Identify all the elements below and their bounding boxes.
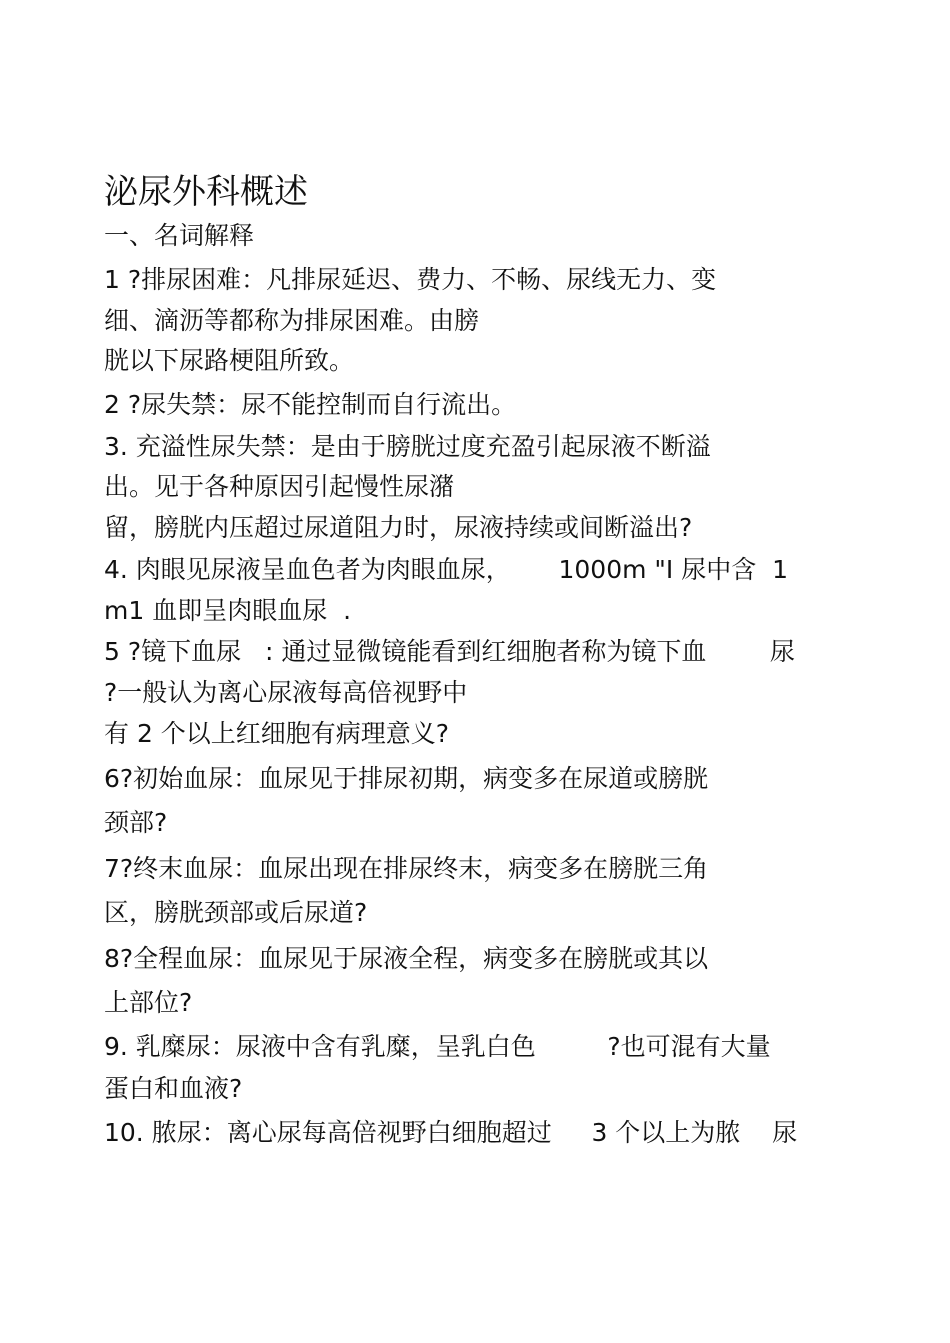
text-line-6: 出。见于各种原因引起慢性尿潴 (104, 472, 455, 501)
text-line-14: 颈部? (104, 808, 168, 837)
text-line-8: 4. 肉眼见尿液呈血色者为肉眼血尿， 1000m "I 尿中含 1 (104, 555, 789, 584)
text-line-19: 9. 乳糜尿：尿液中含有乳糜，呈乳白色 ?也可混有大量 (104, 1032, 771, 1061)
text-line-11: ?一般认为离心尿液每高倍视野中 (104, 678, 468, 707)
text-line-16: 区，膀胱颈部或后尿道? (104, 898, 368, 927)
text-line-17: 8?全程血尿：血尿见于尿液全程，病变多在膀胱或其以 (104, 944, 709, 973)
text-line-20: 蛋白和血液? (104, 1074, 243, 1103)
section-heading: 一、名词解释 (104, 221, 255, 250)
text-line-3: 胱以下尿路梗阻所致。 (104, 346, 355, 375)
text-line-7: 留，膀胱内压超过尿道阻力时，尿液持续或间断溢出? (104, 513, 693, 542)
text-line-12: 有 2 个以上红细胞有病理意义? (104, 719, 450, 748)
text-line-21: 10. 脓尿：离心尿每高倍视野白细胞超过 3 个以上为脓 尿 (104, 1118, 798, 1147)
text-line-2: 细、滴沥等都称为排尿困难。由膀 (104, 306, 480, 335)
text-line-9: m1 血即呈肉眼血尿 . (104, 596, 352, 625)
text-line-18: 上部位? (104, 988, 193, 1017)
text-line-1: 1 ?排尿困难：凡排尿延迟、费力、不畅、尿线无力、变 (104, 265, 717, 294)
text-line-4: 2 ?尿失禁：尿不能控制而自行流出。 (104, 390, 517, 419)
page-title: 泌尿外科概述 (104, 172, 308, 212)
text-line-15: 7?终末血尿：血尿出现在排尿终末，病变多在膀胱三角 (104, 854, 709, 883)
text-line-13: 6?初始血尿：血尿见于排尿初期，病变多在尿道或膀胱 (104, 764, 709, 793)
text-line-10: 5 ?镜下血尿 : 通过显微镜能看到红细胞者称为镜下血 尿 (104, 637, 795, 666)
text-line-5: 3. 充溢性尿失禁：是由于膀胱过度充盈引起尿液不断溢 (104, 432, 711, 461)
